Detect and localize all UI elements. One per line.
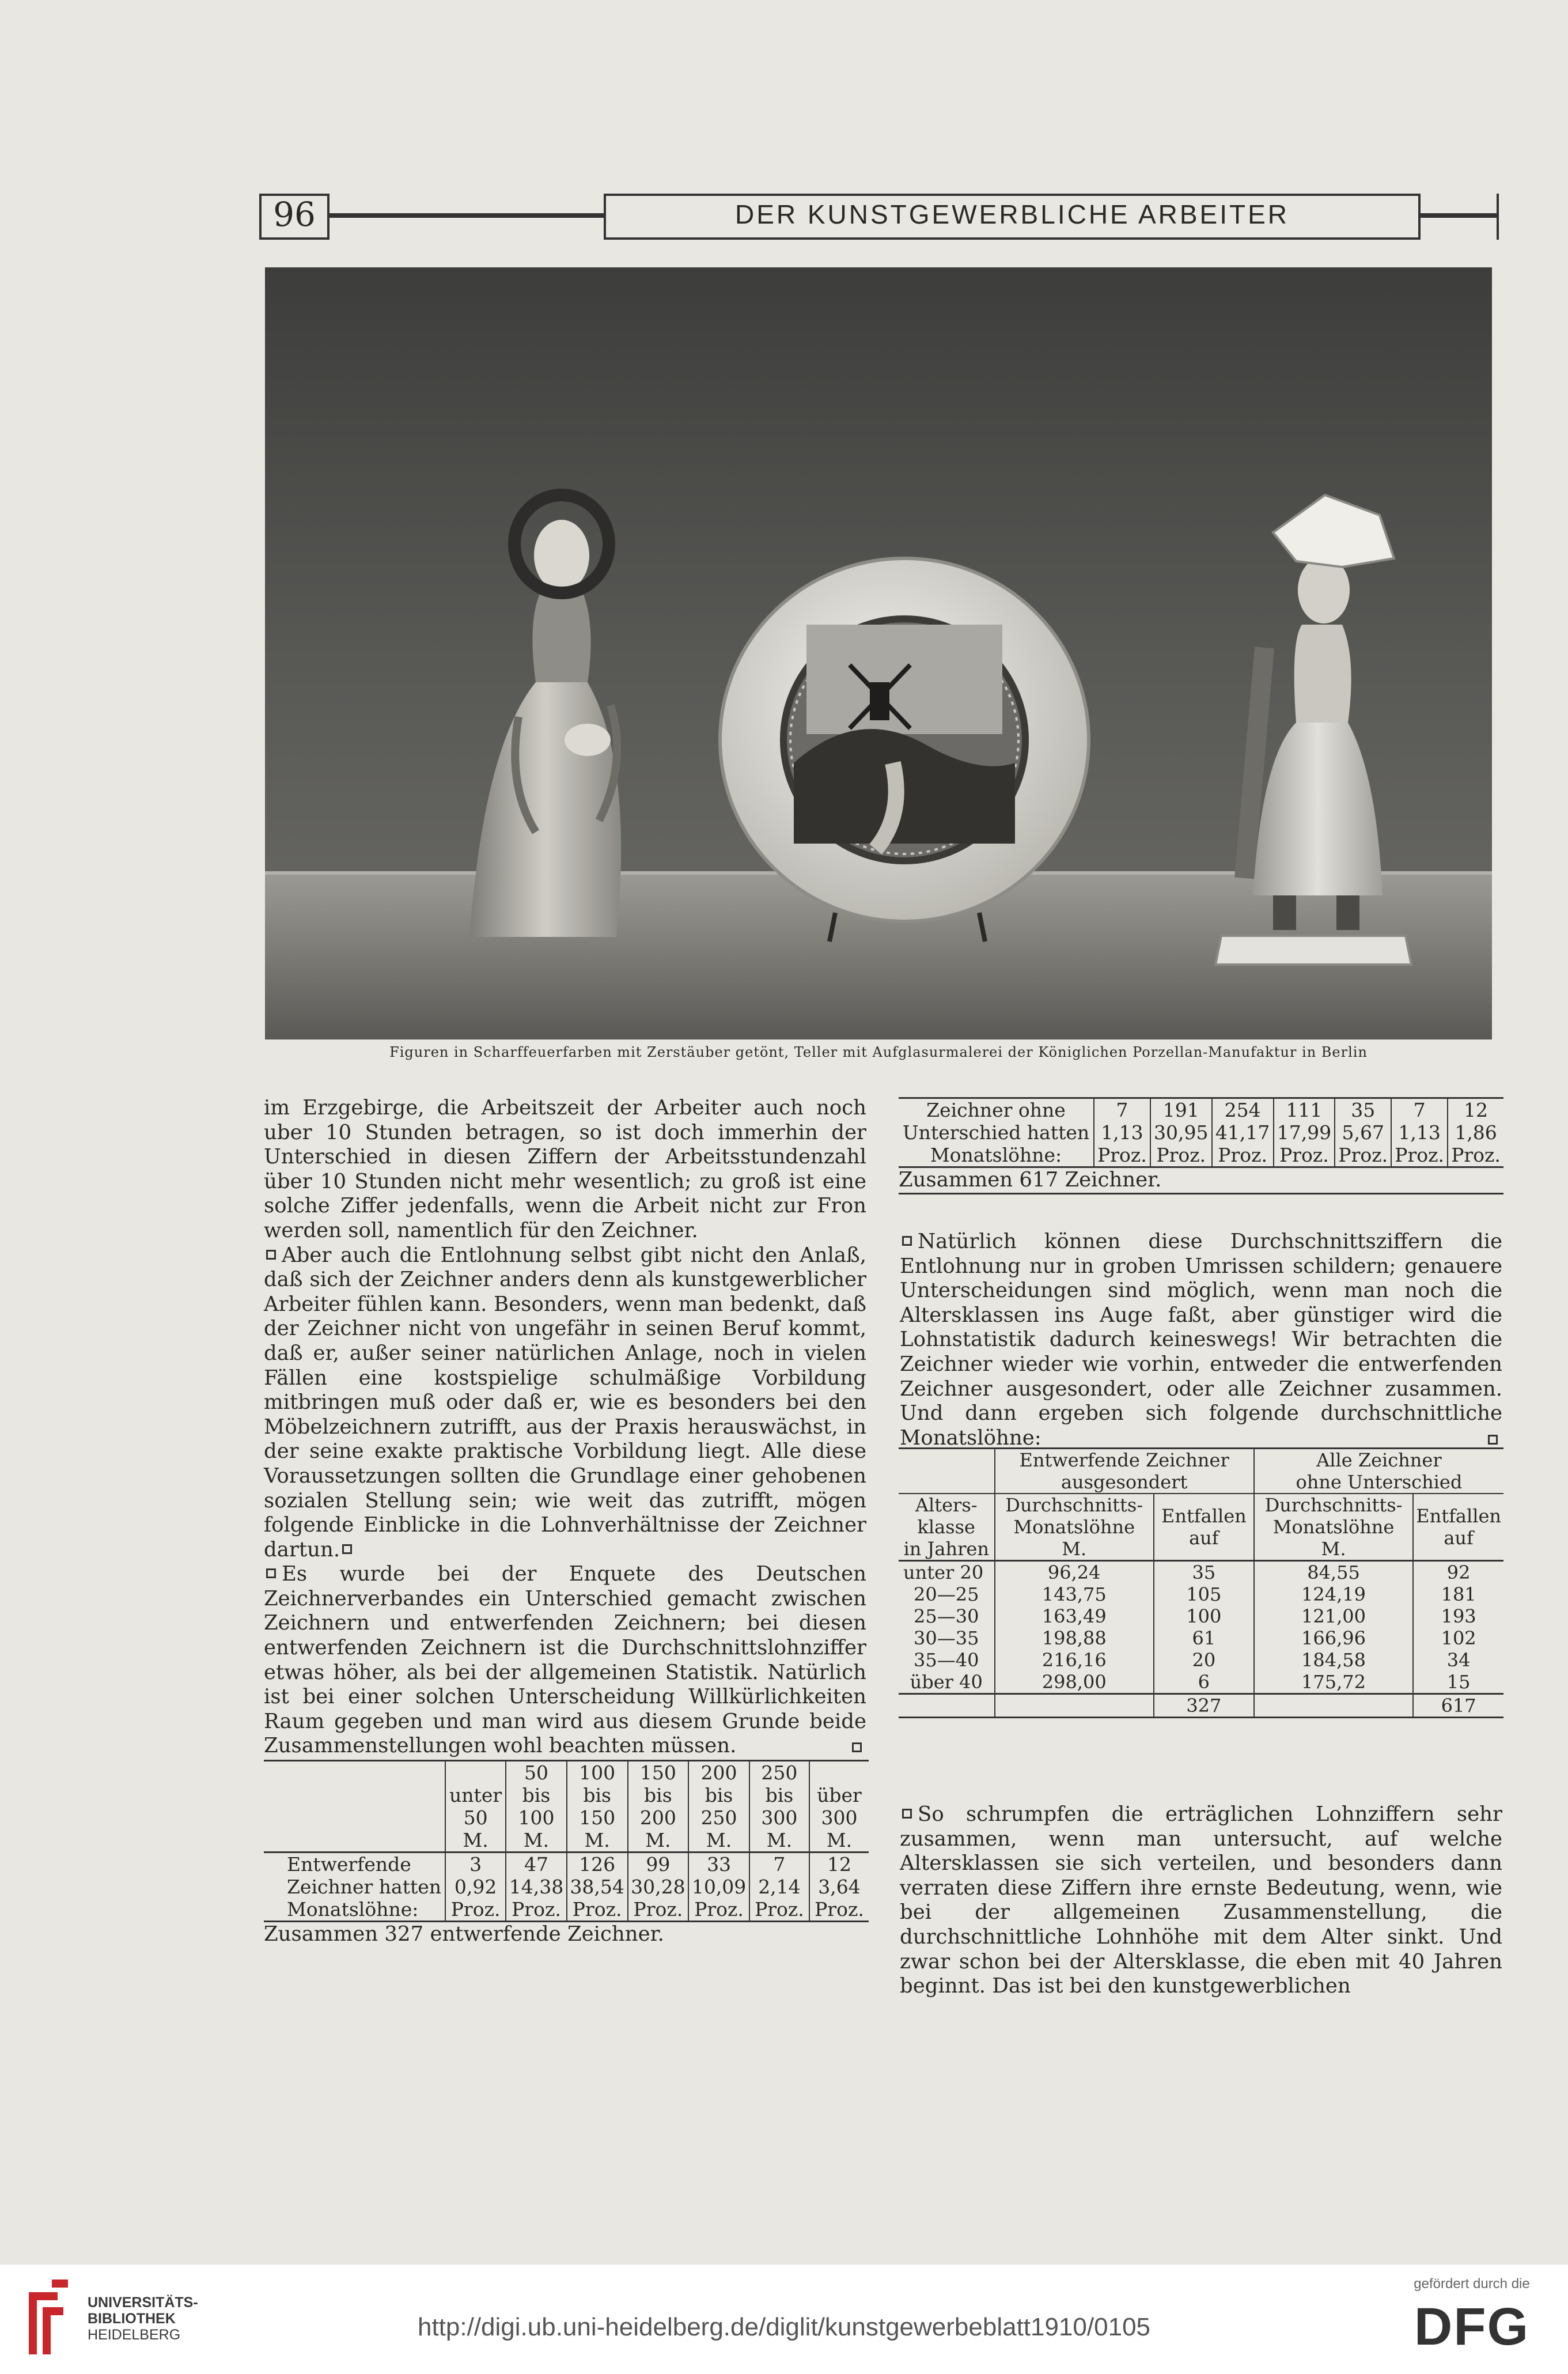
table-cell: 96,24 [995,1561,1154,1584]
table-cell: 14,38 Proz. [506,1876,567,1921]
table-cell: 7 [749,1853,809,1876]
table-cell: 5,67 Proz. [1335,1121,1391,1166]
table-header-cell: 100 bis 150 M. [567,1761,628,1853]
table-cell: 617 [1413,1694,1503,1718]
table-cell: 126 [567,1853,628,1876]
dfg-logo: DFG [1414,2297,1530,2356]
table-cell: 10,09 Proz. [688,1876,749,1921]
header-rule-right [1421,213,1499,218]
right-column-top [900,1230,1502,1450]
table-row [264,1853,869,1876]
left-column [264,1096,866,1759]
table-cell: 38,54 Proz. [567,1876,628,1921]
table-row [899,1561,1503,1584]
table-header-cell: über 300 M. [809,1761,869,1853]
table-header-row [899,1449,1503,1494]
paragraph: im Erzgebirge, die Arbeitszeit der Arbeiter auch noch uber 10 Stunden betragen, so ist doch immerhin der Unterschied in diesen Ziffern der Arbeitsstundenzahl über 10 Stunden nicht mehr wesentlich; zu groß ist eine solche Ziffer jedenfalls, wenn die Arbeit nicht zur Fron werden soll, namentlich für den Zeichner. [264,1096,866,1242]
table-cell: 35 [1335,1099,1391,1121]
paragraph-marker-icon [902,1236,912,1246]
table-cell: 121,00 [1254,1605,1413,1627]
table-cell: 30—35 [914,1627,979,1649]
table-cell: 111 [1274,1099,1335,1121]
table-total-row [899,1694,1503,1718]
table-cell: 166,96 [1254,1627,1413,1649]
table-cell: 327 [1154,1694,1254,1718]
photo-illustration [265,267,1492,1039]
paragraph: Aber auch die Entlohnung selbst gibt nicht den Anlaß, daß sich der Zeichner anders denn als kunstgewerblicher Arbeiter fühlen kann. Besonders, wenn man bedenkt, daß der Zeichner nicht von ungefähr in seinen Beruf kommt, daß er, außer seiner natürlichen Anlage, noch in vielen Fällen eine kostspielige schulmäßige Vorbildung mitbringen muß oder daß er, wie es besonders bei den Möbelzeichnern zutrifft, aus der Praxis herauswächst, in der seine exakte praktische Vorbildung liegt. Alle diese Voraussetzungen sollten die Grundlage einer gehobenen sozialen Stellung sein; wie weit das zutrifft, mögen folgende Einblicke in die Lohnverhältnisse der Zeichner dartun. [264,1243,866,1562]
wage-table-all [899,1097,1503,1194]
paragraph: So schrumpfen die erträglichen Lohnziffern sehr zusammen, wenn man untersucht, auf welche Altersklassen sie sich verteilen, und besonders dann verraten diese Ziffern ihre ernste Bedeutung, wenn, wie bei der allgemeinen Zusammenstellung, die durchschnittliche Lohnhöhe mit dem Alter sinkt. Und zwar schon bei der Altersklasse, die eben mit 40 Jahren beginnt. Das ist bei den kunstgewerblichen [900,1802,1502,1998]
table-cell: 7 [1391,1099,1448,1121]
table-cell: 254 [1212,1099,1274,1121]
table-cell: 12 [809,1853,869,1876]
table-cell: unter 20 [903,1562,984,1583]
table-cell: 20 [1154,1649,1254,1671]
table-cell: 47 [506,1853,567,1876]
table-cell: 100 [1154,1605,1254,1627]
table-cell: 1,13 Proz. [1391,1121,1448,1166]
table-group-header: Entwerfende Zeichner ausgesondert [995,1449,1254,1494]
table-cell: 30,28 Proz. [628,1876,689,1921]
table-total: Zusammen 617 Zeichner. [899,1168,1162,1192]
table-header-cell: Durchschnitts- Monatslöhne M. [995,1494,1154,1561]
paragraph-end-marker-icon [852,1742,862,1752]
table-cell: 41,17 Proz. [1212,1121,1274,1166]
right-column-bottom [900,1802,1502,1999]
table-cell: über 40 [910,1671,983,1693]
photo-caption: Figuren in Scharffeuerfarben mit Zerstäuber getönt, Teller mit Aufglasurmalerei der Königlichen Porzellan-Manufaktur in Berlin [389,1044,1368,1060]
header-rule-left [329,213,604,218]
table-cell: 184,58 [1254,1649,1413,1671]
table-row [899,1605,1503,1627]
table-cell: 35—40 [914,1649,979,1671]
funding-label: gefördert durch die [1414,2276,1530,2292]
table-cell: 105 [1154,1583,1254,1605]
table-cell: 34 [1413,1649,1503,1671]
table-cell: 0,92 Proz. [445,1876,506,1921]
table-cell: 61 [1154,1627,1254,1649]
table-cell: 1,86 Proz. [1448,1121,1503,1166]
paragraph-marker-icon [266,1250,276,1260]
table-row-label: Zeichner ohne Unterschied hatten Monatslöhne: [902,1099,1090,1166]
table-row-label: Entwerfende Zeichner hatten Monatslöhne: [287,1853,442,1921]
library-name: UNIVERSITÄTS- BIBLIOTHEK HEIDELBERG [88,2294,198,2343]
table-cell: 143,75 [995,1583,1154,1605]
paragraph-end-marker-icon [1488,1435,1498,1445]
page-number: 96 [273,195,316,234]
source-url-link[interactable]: http://digi.ub.uni-heidelberg.de/diglit/kunstgewerbeblatt1910/0105 [417,2313,1151,2341]
paragraph-marker-icon [902,1809,912,1819]
table-header-cell: Alters- klasse in Jahren [903,1494,989,1560]
table-cell: 12 [1448,1099,1503,1121]
table-row [899,1627,1503,1649]
table-header-cell: Entfallen auf [1154,1494,1254,1561]
table-cell: 298,00 [995,1671,1154,1694]
table-cell: 3,64 Proz. [809,1876,869,1921]
table-row [899,1671,1503,1694]
table-cell: 20—25 [914,1583,979,1605]
digitization-footer [0,2265,1568,2374]
porcelain-photograph [265,267,1492,1039]
running-header [259,194,1499,241]
paragraph: Natürlich können diese Durchschnittsziffern die Entlohnung nur in groben Umrissen schildern; genauere Unterscheidungen sind möglich, wenn man noch die Altersklassen ins Auge faßt, aber günstiger wird die Lohnstatistik dadurch keineswegs! Wir betrachten die Zeichner wieder wie vorhin, entweder die entwerfenden Zeichner ausgesondert, oder alle Zeichner zusammen. Und dann ergeben sich folgende durchschnittliche Monatslöhne: [900,1230,1502,1450]
table-cell: 1,13 Proz. [1094,1121,1150,1166]
running-title: DER KUNSTGEWERBLICHE ARBEITER [734,199,1290,229]
table-cell: 124,19 [1254,1583,1413,1605]
table-cell: 193 [1413,1605,1503,1627]
wage-table-designers [264,1760,869,1947]
table-cell: 7 [1094,1099,1150,1121]
table-header-cell: unter 50 M. [445,1761,506,1853]
age-class-table [899,1447,1503,1718]
paragraph-end-marker-icon [342,1544,352,1554]
table-header-row [899,1494,1503,1561]
table-cell: 191 [1150,1099,1212,1121]
header-end-bar [1497,194,1499,240]
table-group-header: Alle Zeichner ohne Unterschied [1254,1449,1503,1494]
table-cell: 17,99 Proz. [1274,1121,1335,1166]
table-cell: 99 [628,1853,689,1876]
table-cell: 92 [1413,1561,1503,1584]
table-header-cell: 250 bis 300 M. [749,1761,809,1853]
table-header-cell: Entfallen auf [1413,1494,1503,1561]
wage-table-3 [899,1449,1503,1718]
table-row [899,1649,1503,1671]
wage-table-1 [264,1761,869,1921]
table-cell: 6 [1154,1671,1254,1694]
table-cell: 30,95 Proz. [1150,1121,1212,1166]
paragraph: Es wurde bei der Enquete des Deutschen Zeichnerverbandes ein Unterschied gemacht zwischen Zeichnern und entwerfenden Zeichnern; bei diesen entwerfenden Zeichnern ist die Durchschnittslohnziffer etwas höher, als bei der allgemeinen Statistik. Natürlich ist bei einer solchen Unterscheidung Willkürlichkeiten Raum gegeben und man wird aus diesem Grunde beide Zusammenstellungen wohl beachten müssen. [264,1562,866,1758]
table-cell: 25—30 [914,1605,979,1627]
table-header-row [264,1761,869,1853]
table-cell: 33 [688,1853,749,1876]
table-cell: 216,16 [995,1649,1154,1671]
table-cell: 35 [1154,1561,1254,1584]
table-cell: 175,72 [1254,1671,1413,1694]
table-cell: 181 [1413,1583,1503,1605]
table-header-cell: 150 bis 200 M. [628,1761,689,1853]
table-header-cell: 200 bis 250 M. [688,1761,749,1853]
table-total: Zusammen 327 entwerfende Zeichner. [264,1922,664,1946]
table-cell: 84,55 [1254,1561,1413,1584]
table-cell: 198,88 [995,1627,1154,1649]
table-row [899,1583,1503,1605]
table-cell: 163,49 [995,1605,1154,1627]
table-cell: 102 [1413,1627,1503,1649]
table-cell: 2,14 Proz. [749,1876,809,1921]
table-header-cell: Durchschnitts- Monatslöhne M. [1254,1494,1413,1561]
wage-table-2 [899,1099,1503,1166]
table-header-cell: 50 bis 100 M. [506,1761,567,1853]
table-cell: 3 [445,1853,506,1876]
paragraph-marker-icon [266,1568,276,1578]
table-row [899,1099,1503,1121]
table-cell: 15 [1413,1671,1503,1694]
